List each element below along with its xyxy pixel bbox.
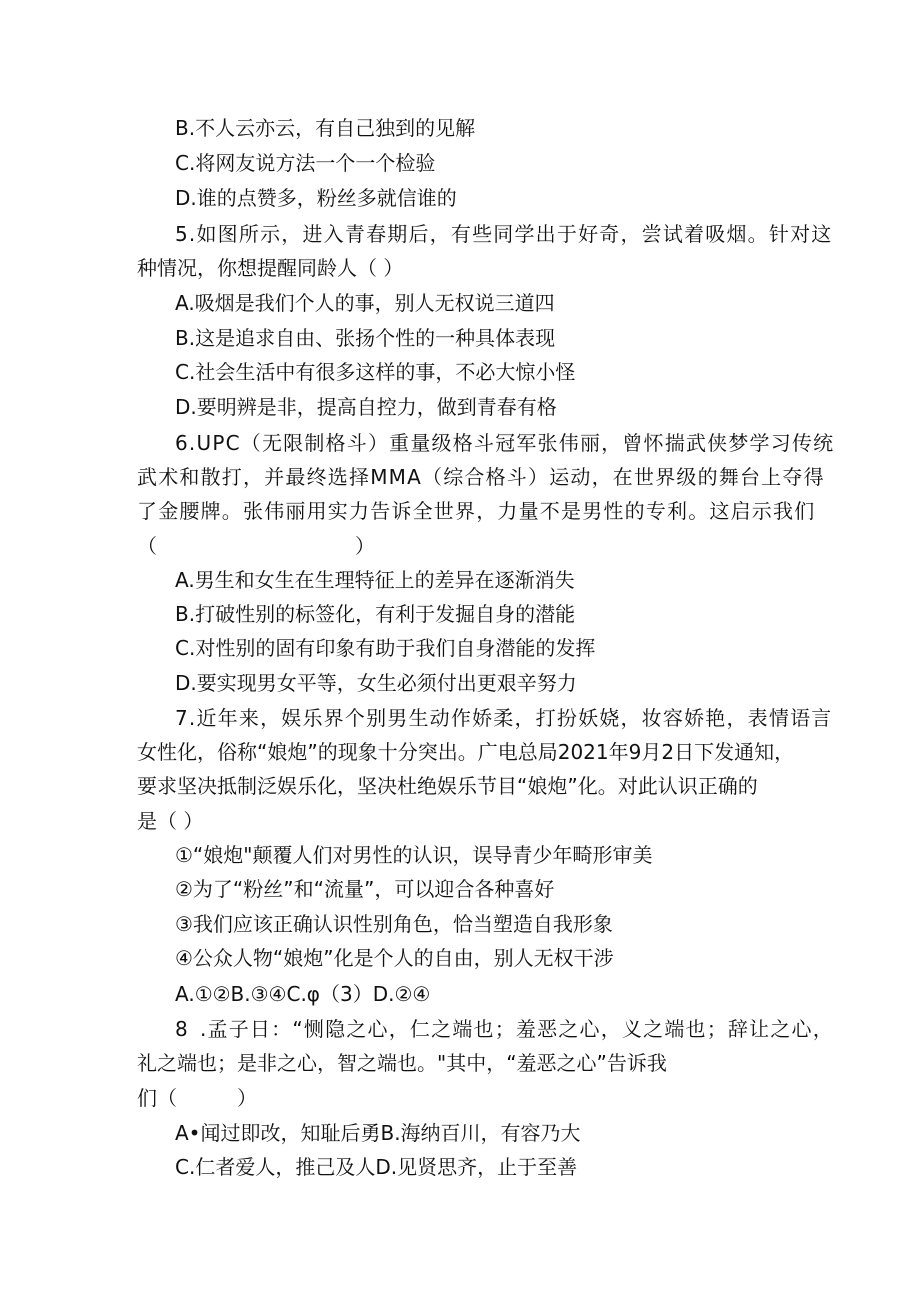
q6-option-d: D.要实现男女平等，女生必须付出更艰辛努力 — [175, 671, 577, 695]
q5-option-d: D.要明辨是非，提高自控力，做到青春有格 — [175, 395, 557, 419]
q6-answer-paren-close: ） — [355, 534, 375, 558]
q7-stem-line1: 7.近年来，娱乐界个别男生动作娇柔，打扮妖娆，妆容娇艳，表情语言 — [175, 706, 833, 730]
q8-options-ab: A•闻过即改，知耻后勇B.海纳百川，有容乃大 — [175, 1121, 581, 1145]
q6-answer-paren-open: （ — [137, 534, 157, 558]
q5-stem-line2: 种情况，你想提醒同龄人（ ） — [137, 256, 404, 280]
q7-stem-line4: 是（ ） — [137, 809, 204, 833]
q7-stem-line3: 要求坚决抵制泛娱乐化，坚决杜绝娱乐节目“娘炮”化。对此认识正确的 — [137, 774, 758, 798]
q7-item-4: ④公众人物“娘炮”化是个人的自由，别人无权干涉 — [175, 946, 614, 970]
q4-option-d: D.谁的点赞多，粉丝多就信谁的 — [175, 186, 457, 210]
q8-stem-line3: 们（ ） — [137, 1086, 257, 1110]
q7-item-3: ③我们应该正确认识性别角色，恰当塑造自我形象 — [175, 912, 613, 936]
q4-option-c: C.将网友说方法一个一个检验 — [175, 151, 436, 175]
q8-options-cd: C.仁者爱人，推己及人D.见贤思齐，止于至善 — [175, 1155, 578, 1179]
q6-stem-line2: 武术和散打，并最终选择MMA（综合格斗）运动，在世界级的舞台上夺得 — [137, 465, 825, 489]
q5-option-a: A.吸烟是我们个人的事，别人无权说三道四 — [175, 291, 555, 315]
q6-stem-line3: 了金腰牌。张伟丽用实力告诉全世界，力量不是男性的专利。这启示我们 — [137, 499, 816, 523]
q8-number: 8 — [175, 1017, 188, 1041]
q7-item-1: ①“娘炮"颠覆人们对男性的认识，误导青少年畸形审美 — [175, 843, 653, 867]
q7-item-2: ②为了“粉丝”和“流量”，可以迎合各种喜好 — [175, 877, 555, 901]
q8-stem-line1: .孟子日：“恻隐之心，仁之端也；羞恶之心，义之端也；辞让之心， — [200, 1017, 834, 1041]
q4-option-b: B.不人云亦云，有自己独到的见解 — [175, 116, 476, 140]
q5-option-c: C.社会生活中有很多这样的事，不必大惊小怪 — [175, 360, 576, 384]
q6-option-a: A.男生和女生在生理特征上的差异在逐渐消失 — [175, 568, 575, 592]
q5-option-b: B.这是追求自由、张扬个性的一种具体表现 — [175, 326, 556, 350]
q7-options: A.①②B.③④C.φ（3）D.②④ — [175, 982, 431, 1006]
q7-stem-line2: 女性化，俗称“娘炮”的现象十分突出。广电总局2021年9月2日下发通知， — [137, 740, 795, 764]
q8-stem-line2: 礼之端也；是非之心，智之端也。"其中，“羞恶之心”告诉我 — [137, 1051, 667, 1075]
q6-option-b: B.打破性别的标签化，有利于发掘自身的潜能 — [175, 602, 576, 626]
q6-option-c: C.对性别的固有印象有助于我们自身潜能的发挥 — [175, 636, 596, 660]
q5-stem-line1: 5.如图所示，进入青春期后，有些同学出于好奇，尝试着吸烟。针对这 — [175, 222, 833, 246]
q6-stem-line1: 6.UPC（无限制格斗）重量级格斗冠军张伟丽，曾怀揣武侠梦学习传统 — [175, 431, 835, 455]
